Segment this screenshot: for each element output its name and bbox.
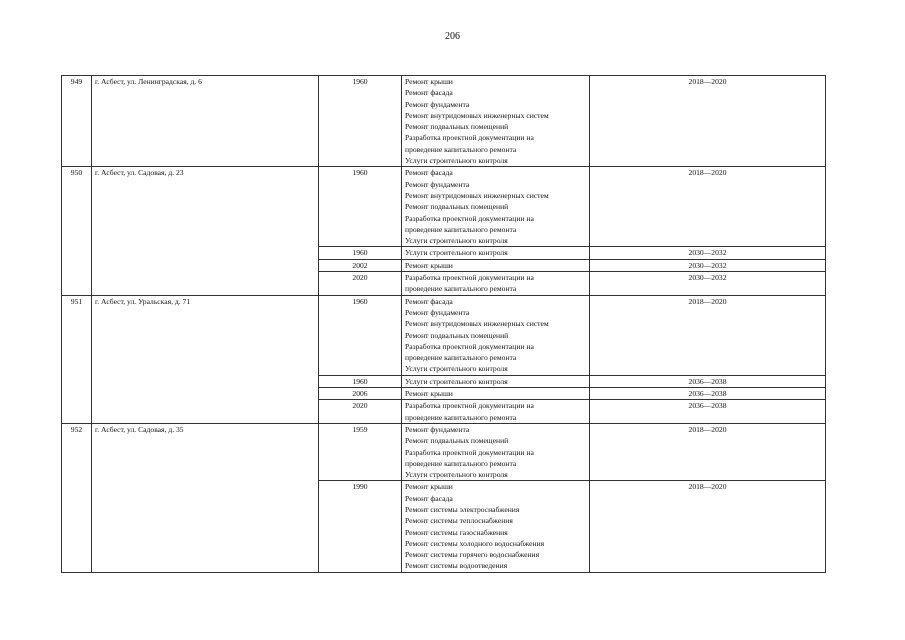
page-number: 206: [445, 31, 460, 42]
work-item: Разработка проектной документации на: [405, 273, 534, 283]
work-item: проведение капитального ремонта: [405, 458, 517, 468]
year-cell: 1960: [319, 167, 402, 247]
work-item: проведение капитального ремонта: [405, 284, 517, 294]
table-row: [62, 295, 826, 375]
works-cell: [402, 259, 590, 271]
period-cell: 2018—2020: [590, 481, 826, 572]
work-item: Ремонт подвальных помещений: [405, 330, 509, 340]
work-item: Ремонт подвальных помещений: [405, 122, 509, 132]
work-item: Ремонт фундамента: [405, 179, 470, 189]
works-cell: [402, 481, 590, 572]
table-row: [62, 167, 826, 247]
works-cell: [402, 375, 590, 387]
work-item: Ремонт фундамента: [405, 424, 470, 434]
period-cell: 2030—2032: [590, 259, 826, 271]
period-cell: 2030—2032: [590, 247, 826, 259]
work-item: Разработка проектной документации на: [405, 401, 534, 411]
year-cell: 2020: [319, 272, 402, 296]
work-item: Ремонт подвальных помещений: [405, 202, 509, 212]
year-cell: 1960: [319, 76, 402, 167]
work-item: Ремонт фундамента: [405, 307, 470, 317]
work-item: Ремонт фасада: [405, 168, 453, 178]
period-cell: 2018—2020: [590, 423, 826, 480]
work-item: Ремонт системы электроснабжения: [405, 504, 520, 514]
year-cell: 2020: [319, 400, 402, 424]
year-cell: 2006: [319, 388, 402, 400]
period-cell: 2036—2038: [590, 388, 826, 400]
work-item: Услуги строительного контроля: [405, 156, 508, 166]
period-cell: 2018—2020: [590, 295, 826, 375]
address-cell: г. Асбест, ул. Садовая, д. 35: [92, 423, 319, 572]
works-cell: [402, 295, 590, 375]
work-item: Ремонт фундамента: [405, 99, 470, 109]
work-item: Ремонт крыши: [405, 77, 453, 86]
works-cell: [402, 400, 590, 424]
work-item: Ремонт внутридомовых инженерных систем: [405, 110, 549, 120]
work-item: Ремонт системы водоотведения: [405, 561, 508, 571]
period-cell: 2018—2020: [590, 76, 826, 167]
works-cell: [402, 167, 590, 247]
work-item: Ремонт крыши: [405, 260, 453, 270]
work-item: проведение капитального ремонта: [405, 353, 517, 363]
work-item: Услуги строительного контроля: [405, 236, 508, 246]
work-item: проведение капитального ремонта: [405, 224, 517, 234]
work-item: Ремонт системы горячего водоснабжения: [405, 550, 540, 560]
work-item: Ремонт фасада: [405, 493, 453, 503]
year-cell: 1960: [319, 295, 402, 375]
work-item: Услуги строительного контроля: [405, 248, 508, 258]
work-item: проведение капитального ремонта: [405, 144, 517, 154]
work-item: Ремонт крыши: [405, 482, 453, 492]
work-item: Ремонт подвальных помещений: [405, 436, 509, 446]
year-cell: 1959: [319, 423, 402, 480]
work-item: Услуги строительного контроля: [405, 376, 508, 386]
year-cell: 2002: [319, 259, 402, 271]
work-item: Ремонт крыши: [405, 389, 453, 399]
address-cell: г. Асбест, ул. Уральская, д. 71: [92, 295, 319, 423]
works-cell: [402, 272, 590, 296]
work-item: Ремонт фасада: [405, 296, 453, 306]
year-cell: 1960: [319, 247, 402, 259]
work-item: Ремонт внутридомовых инженерных систем: [405, 190, 549, 200]
works-cell: [402, 247, 590, 259]
period-cell: 2018—2020: [590, 167, 826, 247]
work-item: Услуги строительного контроля: [405, 364, 508, 374]
work-item: Разработка проектной документации на: [405, 447, 534, 457]
table-row: [62, 76, 826, 167]
period-cell: 2030—2032: [590, 272, 826, 296]
work-item: Разработка проектной документации на: [405, 133, 534, 143]
row-number: 951: [62, 295, 92, 423]
work-item: Услуги строительного контроля: [405, 470, 508, 480]
table-row: [62, 423, 826, 480]
capital-repair-table: [61, 75, 826, 573]
works-cell: [402, 423, 590, 480]
works-cell: [402, 76, 590, 167]
period-cell: 2036—2038: [590, 400, 826, 424]
row-number: 952: [62, 423, 92, 572]
work-item: Ремонт системы холодного водоснабжения: [405, 538, 545, 548]
year-cell: 1990: [319, 481, 402, 572]
address-cell: г. Асбест, ул. Ленинградская, д. 6: [92, 76, 319, 167]
work-item: Ремонт внутридомовых инженерных систем: [405, 319, 549, 329]
row-number: 950: [62, 167, 92, 295]
address-cell: г. Асбест, ул. Садовая, д. 23: [92, 167, 319, 295]
work-item: Ремонт системы газоснабжения: [405, 527, 508, 537]
year-cell: 1960: [319, 375, 402, 387]
work-item: Ремонт системы теплоснабжения: [405, 516, 513, 526]
work-item: проведение капитального ремонта: [405, 412, 517, 422]
work-item: Ремонт фасада: [405, 88, 453, 98]
work-item: Разработка проектной документации на: [405, 213, 534, 223]
work-item: Разработка проектной документации на: [405, 341, 534, 351]
works-cell: [402, 388, 590, 400]
row-number: 949: [62, 76, 92, 167]
period-cell: 2036—2038: [590, 375, 826, 387]
